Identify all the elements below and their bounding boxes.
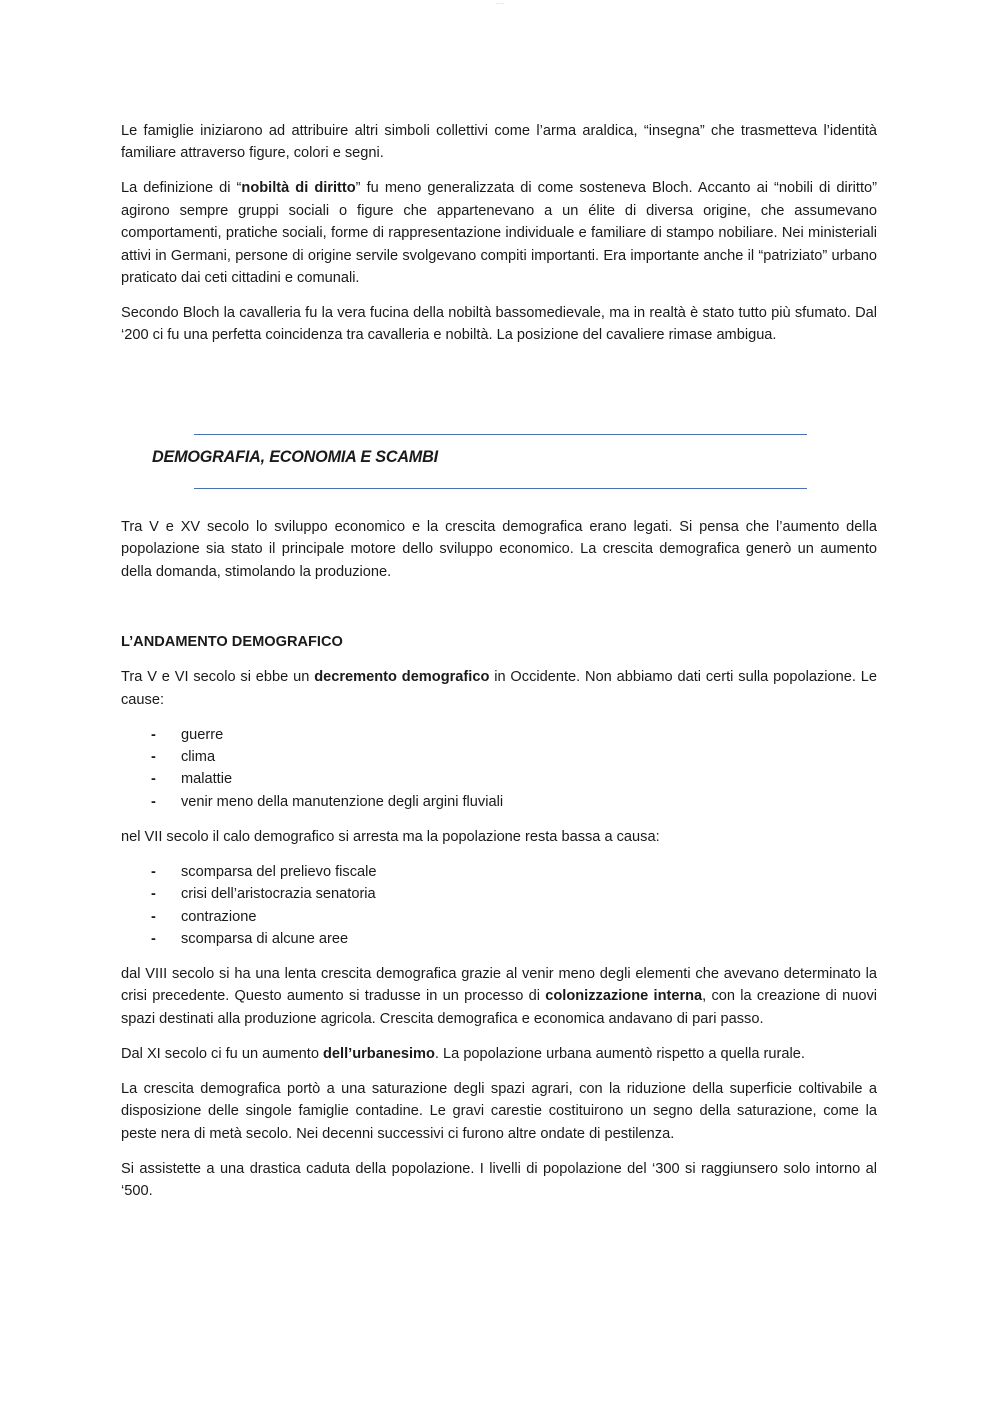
section-title: DEMOGRAFIA, ECONOMIA E SCAMBI — [152, 448, 438, 466]
paragraph-intro-demografia: Tra V e XV secolo lo sviluppo economico e la crescita demografica erano legati. Si pensa che l’aumento della popolazione sia stato il principale motore dello sviluppo economico. La crescita demografica generò un aumento della domanda, stimolando la produzione. — [121, 519, 877, 580]
dash-bullet: - — [151, 931, 156, 948]
dash-bullet: - — [151, 749, 156, 766]
paragraph-decremento: Tra V e VI secolo si ebbe un decremento demografico in Occidente. Non abbiamo dati certi sulla popolazione. Le cause: — [121, 669, 877, 708]
list-cause — [121, 724, 877, 814]
list-item: - malattie — [121, 768, 877, 790]
subheading-andamento-demografico: L’ANDAMENTO DEMOGRAFICO — [121, 634, 343, 651]
paragraph-nobilta-diritto: La definizione di “nobiltà di diritto” fu meno generalizzata di come sosteneva Bloch. Accanto ai “nobili di diritto” agirono sempre gruppi sociali o figure che appartenevano a un élite di diversa origine, che assumevano comportamenti, pratiche sociali, forme di rappresentazione individuale e familiare di stampo nobiliare. Nei ministeriali attivi in Germani, persone di origine servile svolgevano compiti importanti. Era importante anche il “patriziato” urbano praticato dai ceti cittadini e comunali. — [121, 180, 877, 287]
list-item: - clima — [121, 746, 877, 768]
paragraph-viii-secolo: dal VIII secolo si ha una lenta crescita demografica grazie al venir meno degli elementi che avevano determinato la crisi precedente. Questo aumento si tradusse in un processo di colonizzazione interna, con la creazione di nuovi spazi destinati alla produzione agricola. Crescita demografica e economica andavano di pari passo. — [121, 966, 877, 1027]
list-item: - scomparsa di alcune aree — [121, 928, 877, 950]
dash-bullet: - — [151, 793, 156, 810]
document-body-bottom — [121, 516, 877, 1215]
paragraph-caduta-popolazione: Si assistette a una drastica caduta della popolazione. I livelli di popolazione del ‘300 si raggiunsero solo intorno al ‘500. — [121, 1160, 877, 1200]
dash-bullet: - — [151, 886, 156, 903]
bold-colonizzazione-interna: colonizzazione interna — [545, 988, 703, 1005]
dash-bullet: - — [151, 908, 156, 925]
section-rule-top — [194, 434, 807, 435]
paragraph-cavalleria: Secondo Bloch la cavalleria fu la vera fucina della nobiltà bassomedievale, ma in realtà è stato tutto più sfumato. Dal ‘200 ci fu una perfetta coincidenza tra cavalleria e nobiltà. La posizione del cavaliere rimase ambigua. — [121, 305, 877, 344]
list-item: - crisi dell’aristocrazia senatoria — [121, 883, 877, 905]
paragraph-araldica: Le famiglie iniziarono ad attribuire altri simboli collettivi come l’arma araldica, “insegna” che trasmetteva l’identità familiare attraverso figure, colori e segni. — [121, 123, 877, 162]
section-rule-bottom — [194, 488, 807, 489]
list-item: - venir meno della manutenzione degli argini fluviali — [121, 791, 877, 813]
document-body-top — [121, 120, 877, 359]
list-item: - guerre — [121, 724, 877, 746]
list-item: - contrazione — [121, 906, 877, 928]
paragraph-saturazione: La crescita demografica portò a una saturazione degli spazi agrari, con la riduzione della superficie coltivabile a disposizione delle singole famiglie contadine. Le gravi carestie costituirono un segno della saturazione, come la peste nera di metà secolo. Nei decenni successivi ci furono altre ondate di pestilenza. — [121, 1080, 877, 1142]
dash-bullet: - — [151, 771, 156, 788]
bold-decremento-demografico: decremento demografico — [314, 669, 490, 686]
dash-bullet: - — [151, 863, 156, 880]
page-header-mark: — — — [495, 0, 505, 5]
bold-nobilta-di-diritto: nobiltà di diritto — [241, 180, 356, 197]
list-item: - scomparsa del prelievo fiscale — [121, 861, 877, 883]
dash-bullet: - — [151, 726, 156, 743]
bold-urbanesimo: dell’urbanesimo — [323, 1045, 435, 1062]
paragraph-vii-secolo: nel VII secolo il calo demografico si arresta ma la popolazione resta bassa a causa: — [121, 828, 660, 845]
paragraph-xi-secolo: Dal XI secolo ci fu un aumento dell’urbanesimo. La popolazione urbana aumentò rispetto a quella rurale. — [121, 1045, 805, 1062]
list-cause-vii — [121, 861, 877, 951]
